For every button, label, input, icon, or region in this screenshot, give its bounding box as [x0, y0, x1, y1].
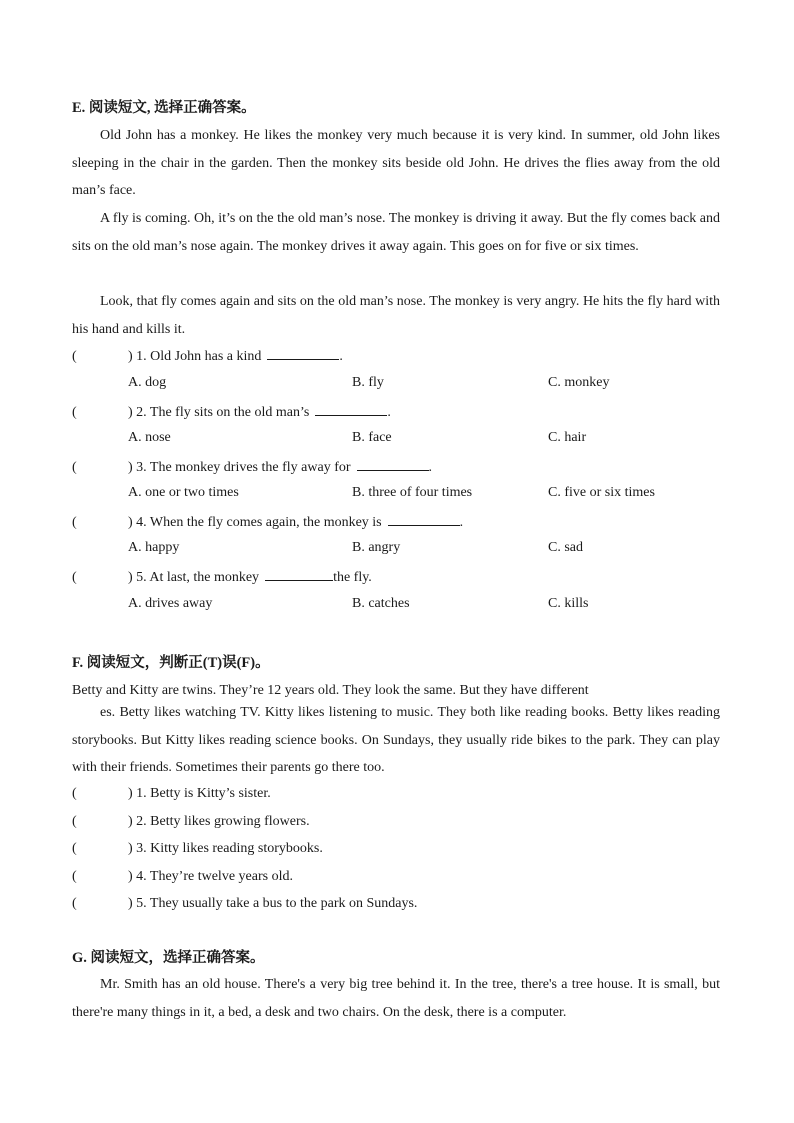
- option-c[interactable]: C. monkey: [548, 375, 610, 390]
- section-f-first-line: Betty and Kitty are twins. They’re 12 years old. They look the same. But they have different: [72, 683, 589, 698]
- section-f-paragraph: es. Betty likes watching TV. Kitty likes listening to music. They both like reading books. Betty likes reading storybooks. But Kitty likes reading science books. On Sundays, they usually ride bikes to the park. They can play with their friends. Sometimes their parents go there too.: [72, 705, 720, 776]
- statement-text: 4. They’re twelve years old.: [136, 869, 293, 884]
- question-text: 3. The monkey drives the fly away for: [136, 460, 351, 475]
- option-c[interactable]: C. kills: [548, 596, 589, 611]
- section-e-paragraph-1: Old John has a monkey. He likes the monkey very much because it is very kind. In summer, old John likes sleeping in the chair in the garden. Then the monkey sits beside old John. He drives the flies away from the old man’s face.: [72, 128, 720, 199]
- answer-bracket[interactable]: (: [72, 349, 77, 364]
- section-f-statement-3: ( ) 3. Kitty likes reading storybooks.: [72, 841, 323, 856]
- section-e-question-1: ( ) 1. Old John has a kind .: [72, 349, 343, 364]
- answer-bracket[interactable]: (: [72, 896, 77, 911]
- section-f-statement-1: ( ) 1. Betty is Kitty’s sister.: [72, 786, 271, 801]
- question-text: 2. The fly sits on the old man’s: [136, 405, 310, 420]
- question-text: 4. When the fly comes again, the monkey is: [136, 515, 382, 530]
- answer-bracket[interactable]: (: [72, 841, 77, 856]
- section-g-heading: G. 阅读短文，选择正确答案。: [72, 950, 265, 966]
- option-c[interactable]: C. hair: [548, 430, 587, 445]
- option-c[interactable]: C. sad: [548, 540, 583, 555]
- answer-blank: [357, 458, 429, 471]
- section-e-paragraph-2: A fly is coming. Oh, it’s on the the old man’s nose. The monkey is driving it away. But the fly comes back and sits on the old man’s nose again. The monkey drives it away again. This goes on for five or six times.: [72, 211, 720, 254]
- statement-text: 1. Betty is Kitty’s sister.: [136, 786, 271, 801]
- answer-bracket[interactable]: (: [72, 460, 77, 475]
- question-text: 1. Old John has a kind: [136, 349, 262, 364]
- section-f-statement-2: ( ) 2. Betty likes growing flowers.: [72, 814, 310, 829]
- answer-blank: [388, 513, 460, 526]
- section-f-heading: F. 阅读短文，判断正(T)误(F)。: [72, 655, 270, 671]
- section-e-heading: E. 阅读短文, 选择正确答案。: [72, 100, 256, 116]
- section-e-question-2: ( ) 2. The fly sits on the old man’s .: [72, 405, 391, 420]
- answer-blank: [315, 403, 387, 416]
- answer-bracket[interactable]: (: [72, 869, 77, 884]
- option-b[interactable]: B. fly: [352, 375, 384, 390]
- option-b[interactable]: B. catches: [352, 596, 410, 611]
- option-a[interactable]: A. happy: [128, 540, 180, 555]
- answer-blank: [265, 568, 333, 581]
- question-text: 5. At last, the monkey: [136, 570, 260, 585]
- section-f-statement-4: ( ) 4. They’re twelve years old.: [72, 869, 293, 884]
- section-e-question-4: ( ) 4. When the fly comes again, the monkey is .: [72, 515, 464, 530]
- option-b[interactable]: B. three of four times: [352, 485, 473, 500]
- answer-bracket[interactable]: (: [72, 570, 77, 585]
- option-a[interactable]: A. dog: [128, 375, 167, 390]
- section-e-question-3: ( ) 3. The monkey drives the fly away for .: [72, 460, 433, 475]
- answer-bracket[interactable]: (: [72, 786, 77, 801]
- answer-blank: [267, 347, 339, 360]
- statement-text: 3. Kitty likes reading storybooks.: [136, 841, 323, 856]
- section-e-question-5: ( ) 5. At last, the monkey the fly.: [72, 570, 372, 585]
- section-e-paragraph-3: Look, that fly comes again and sits on the old man’s nose. The monkey is very angry. He hits the fly hard with his hand and kills it.: [72, 294, 720, 337]
- answer-bracket[interactable]: (: [72, 405, 77, 420]
- answer-bracket[interactable]: (: [72, 814, 77, 829]
- option-b[interactable]: B. face: [352, 430, 392, 445]
- option-a[interactable]: A. nose: [128, 430, 171, 445]
- option-b[interactable]: B. angry: [352, 540, 401, 555]
- statement-text: 2. Betty likes growing flowers.: [136, 814, 310, 829]
- section-f-statement-5: ( ) 5. They usually take a bus to the park on Sundays.: [72, 896, 418, 911]
- answer-bracket[interactable]: (: [72, 515, 77, 530]
- statement-text: 5. They usually take a bus to the park on Sundays.: [136, 896, 418, 911]
- option-a[interactable]: A. one or two times: [128, 485, 239, 500]
- section-g-paragraph: Mr. Smith has an old house. There's a very big tree behind it. In the tree, there's a tree house. It is small, but there're many things in it, a bed, a desk and two chairs. On the desk, there is a computer.: [72, 977, 720, 1020]
- option-c[interactable]: C. five or six times: [548, 485, 655, 500]
- option-a[interactable]: A. drives away: [128, 596, 213, 611]
